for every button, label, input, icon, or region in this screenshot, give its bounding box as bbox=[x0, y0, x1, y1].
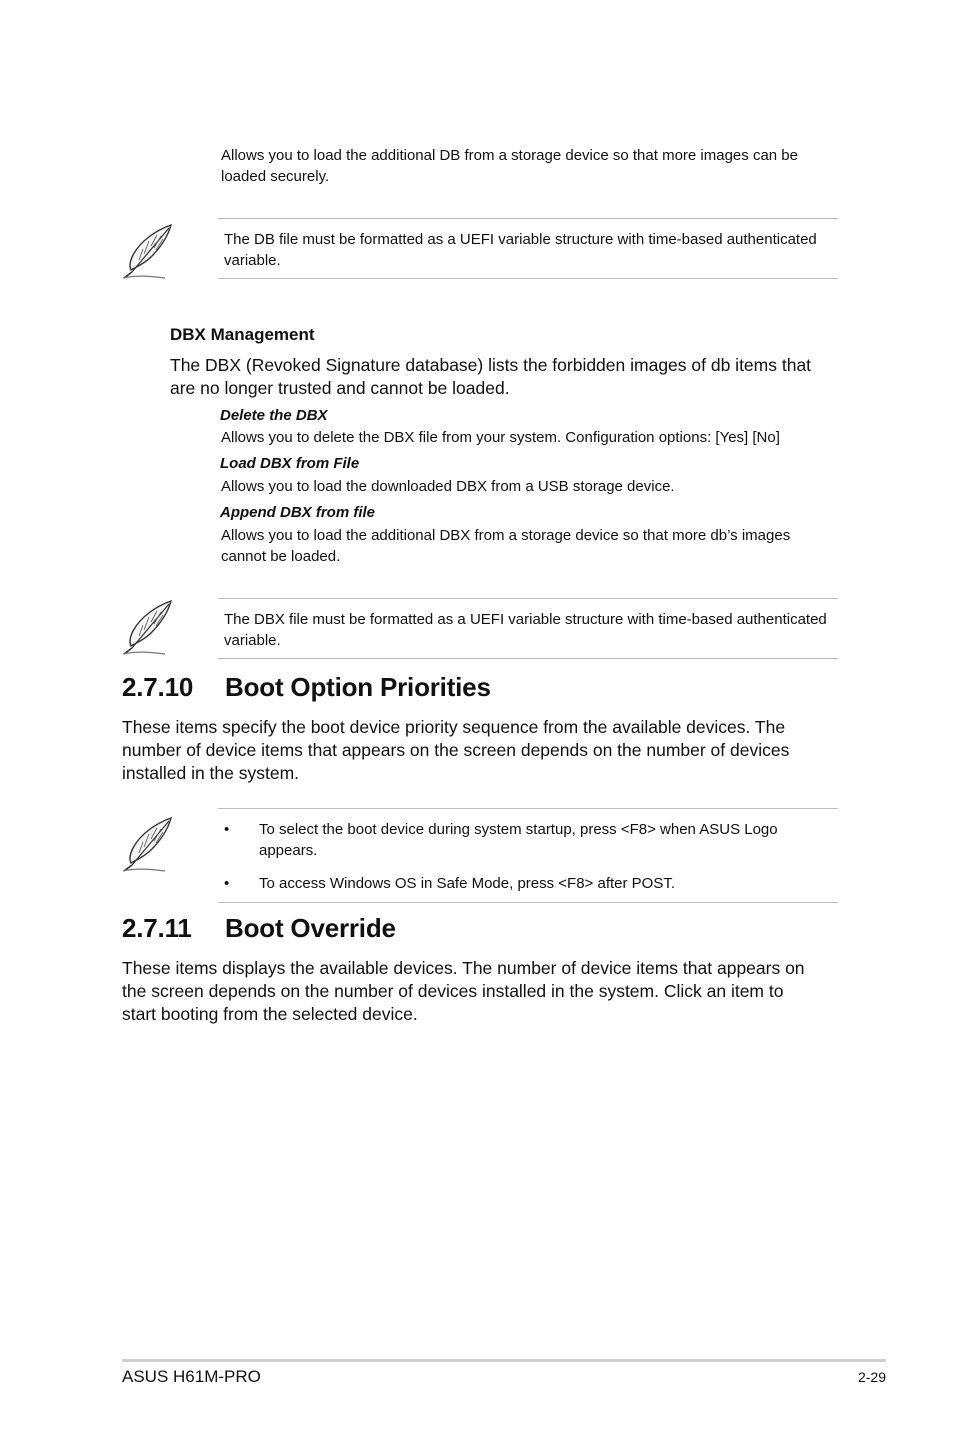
section-body: These items displays the available devices. The number of device items that appears on the screen depends on the number of devices installed in the system. Click an item to start booting from the selected device. bbox=[122, 958, 805, 1024]
note-text: The DBX file must be formatted as a UEFI variable structure with time-based authenticated variable. bbox=[224, 611, 827, 649]
note-bottom-divider bbox=[218, 278, 838, 279]
delete-dbx-desc: Allows you to delete the DBX file from your system. Configuration options: [Yes] [No] bbox=[221, 429, 780, 446]
section-title: Boot Option Priorities bbox=[225, 672, 491, 702]
bullet-marker: • bbox=[224, 821, 230, 838]
section-number: 2.7.11 bbox=[122, 913, 192, 943]
note-text: The DB file must be formatted as a UEFI variable structure with time-based authenticated variable. bbox=[224, 231, 817, 269]
delete-dbx-title: Delete the DBX bbox=[220, 407, 328, 424]
note-top-divider bbox=[218, 598, 838, 599]
intro-paragraph: Allows you to load the additional DB from a storage device so that more images can be loaded securely. bbox=[221, 147, 798, 185]
feather-note-icon bbox=[121, 598, 181, 656]
feather-note-icon bbox=[121, 815, 181, 873]
section-number: 2.7.10 bbox=[122, 672, 194, 702]
append-dbx-desc: Allows you to load the additional DBX from a storage device so that more db’s images cannot be loaded. bbox=[221, 527, 791, 565]
section-title: Boot Override bbox=[225, 913, 396, 943]
note-top-divider bbox=[218, 808, 838, 809]
dbx-management-heading: DBX Management bbox=[170, 325, 315, 344]
footer-divider bbox=[122, 1359, 886, 1362]
note-bottom-divider bbox=[218, 902, 838, 903]
load-dbx-title: Load DBX from File bbox=[220, 455, 360, 472]
note-bottom-divider bbox=[218, 658, 838, 659]
append-dbx-title: Append DBX from file bbox=[220, 504, 376, 521]
bullet-text: To access Windows OS in Safe Mode, press <F8> after POST. bbox=[259, 875, 676, 892]
bullet-text: To select the boot device during system startup, press <F8> when ASUS Logo appears. bbox=[259, 821, 778, 859]
load-dbx-desc: Allows you to load the downloaded DBX from a USB storage device. bbox=[221, 478, 675, 495]
section-body: These items specify the boot device priority sequence from the available devices. The number of device items that appears on the screen depends on the number of devices installed in the system. bbox=[122, 717, 790, 783]
bullet-marker: • bbox=[224, 875, 230, 892]
dbx-description: The DBX (Revoked Signature database) lists the forbidden images of db items that are no longer trusted and cannot be loaded. bbox=[170, 355, 812, 398]
note-top-divider bbox=[218, 218, 838, 219]
feather-note-icon bbox=[121, 222, 181, 280]
page-number: 2-29 bbox=[857, 1369, 886, 1385]
footer-product: ASUS H61M-PRO bbox=[122, 1367, 261, 1386]
